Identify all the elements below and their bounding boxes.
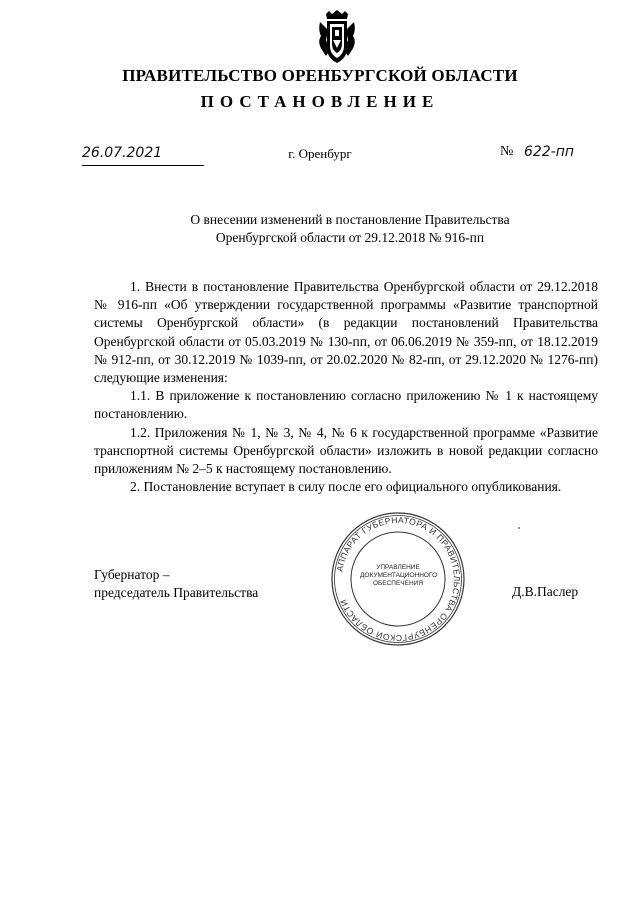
position-line: Губернатор – — [94, 567, 170, 582]
coat-of-arms-icon — [316, 10, 358, 66]
document-number-field — [500, 142, 600, 166]
body-paragraph: 1. Внести в постановление Правительства Оренбургской области от 29.12.2018 № 916-пп «Об утверждении государственной программы «Развитие транспортной системы Оренбургской области» (в редакции постановлений Правительства Оренбургской области от 05.03.2019 № 130-пп, от 06.06.2019 № 359-пп, от 18.12.2019 № 912-пп, от 30.12.2019 № 1039-пп, от 20.02.2020 № 82-пп, от 29.12.2020 № 1276-пп) следующие изменения: — [94, 279, 598, 386]
seal-inner-line: ДОКУМЕНТАЦИОННОГО — [360, 572, 438, 579]
body-paragraph: 1.1. В приложение к постановлению согласно приложению № 1 к настоящему постановлению. — [94, 388, 598, 422]
document-subject — [0, 211, 640, 247]
official-seal — [330, 511, 466, 647]
document-date: 26.07.2021 — [82, 145, 163, 161]
subject-line: Оренбургской области от 29.12.2018 № 916-пп — [215, 230, 485, 245]
subject-line: О внесении изменений в постановление Правительства — [190, 212, 510, 227]
document-body — [94, 278, 598, 496]
number-label: № — [500, 144, 514, 159]
document-city: г. Оренбург — [288, 146, 352, 161]
date-underline — [82, 165, 204, 166]
seal-inner-text — [360, 564, 436, 588]
signatory-position — [94, 566, 258, 602]
government-title: ПРАВИТЕЛЬСТВО ОРЕНБУРГСКОЙ ОБЛАСТИ — [122, 66, 518, 85]
signatory-name: Д.В.Паслер — [512, 584, 579, 599]
document-number: 622-пп — [524, 144, 575, 160]
scan-speck — [518, 527, 520, 529]
seal-inner-line: УПРАВЛЕНИЕ — [376, 564, 420, 571]
seal-inner-line: ОБЕСПЕЧЕНИЯ — [372, 580, 424, 587]
document-type: ПОСТАНОВЛЕНИЕ — [200, 92, 440, 111]
seal-outer-text: АППАРАТ ГУБЕРНАТОРА И ПРАВИТЕЛЬСТВА ОРЕНБУРГСКОЙ ОБЛАСТИ — [334, 514, 463, 644]
body-paragraph: 2. Постановление вступает в силу после его официального опубликования. — [130, 479, 562, 495]
body-paragraph: 1.2. Приложения № 1, № 3, № 4, № 6 к государственной программе «Развитие транспортной системы Оренбургской области» изложить в новой редакции согласно приложениям № 2–5 к настоящему постановлению. — [94, 424, 598, 477]
position-line: председатель Правительства — [94, 585, 259, 600]
